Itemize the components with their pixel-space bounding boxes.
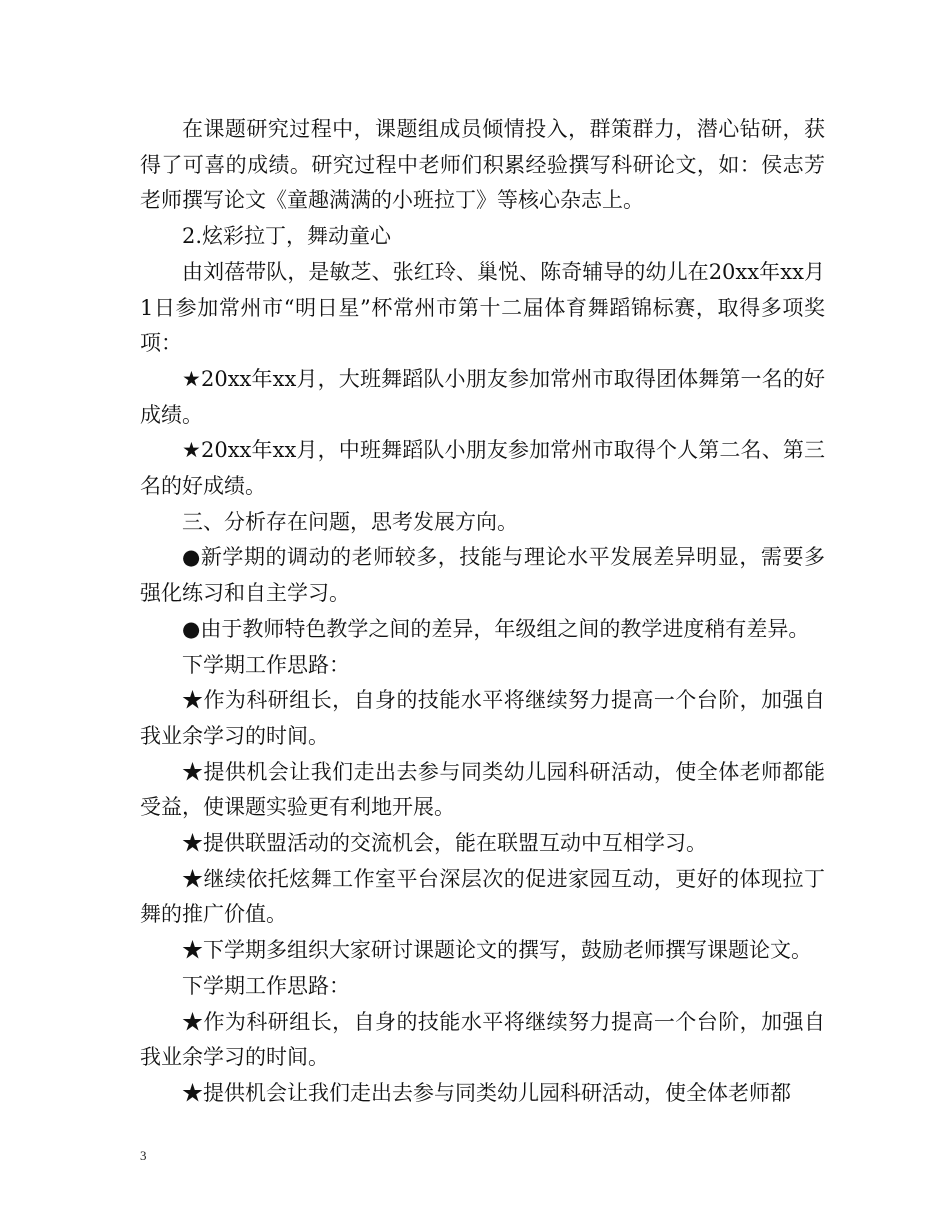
paragraph-heading-next-term-plan: 下学期工作思路： bbox=[182, 652, 350, 677]
paragraph-plan-alliance-exchange: ★提供联盟活动的交流机会，能在联盟互动中互相学习。 bbox=[182, 831, 707, 856]
paragraph-plan-skill-improvement: ★作为科研组长，自身的技能水平将继续努力提高一个台阶，加强自我业余学习的时间。 bbox=[140, 688, 825, 748]
paragraph-plan-studio-platform: ★继续依托炫舞工作室平台深层次的促进家园互动，更好的体现拉丁舞的推广价值。 bbox=[140, 866, 825, 927]
paragraph-problem-teaching-progress: ●由于教师特色教学之间的差异，年级组之间的教学进度稍有差异。 bbox=[182, 616, 810, 641]
paragraph-heading-problems: 三、分析存在问题，思考发展方向。 bbox=[182, 509, 518, 534]
paragraph-competition-intro: 由刘蓓带队，是敏芝、张红玲、巢悦、陈奇辅导的幼儿在20xx年xx月1日参加常州市“明日星”杯常州市第十二届体育舞蹈锦标赛，取得多项奖项： bbox=[140, 259, 825, 356]
paragraph-problem-new-teachers: ●新学期的调动的老师较多，技能与理论水平发展差异明显，需要多强化练习和自主学习。 bbox=[140, 545, 825, 606]
paragraph-plan-external-activities-repeat: ★提供机会让我们走出去参与同类幼儿园科研活动，使全体老师都 bbox=[182, 1080, 791, 1105]
paragraph-heading-latin-dance: 2.炫彩拉丁，舞动童心 bbox=[182, 224, 392, 249]
paragraph-award-middle-class: ★20xx年xx月，中班舞蹈队小朋友参加常州市取得个人第二名、第三名的好成绩。 bbox=[140, 438, 825, 499]
paragraph-plan-skill-improvement-repeat: ★作为科研组长，自身的技能水平将继续努力提高一个台阶，加强自我业余学习的时间。 bbox=[140, 1009, 825, 1070]
page-number: 3 bbox=[140, 1148, 147, 1163]
paragraph-plan-external-activities: ★提供机会让我们走出去参与同类幼儿园科研活动，使全体老师都能受益，使课题实验更有利地开展。 bbox=[140, 759, 825, 820]
paragraph-plan-paper-writing: ★下学期多组织大家研讨课题论文的撰写，鼓励老师撰写课题论文。 bbox=[182, 938, 812, 963]
paragraph-award-senior-class: ★20xx年xx月，大班舞蹈队小朋友参加常州市取得团体舞第一名的好成绩。 bbox=[140, 366, 825, 427]
paragraph-heading-next-term-plan-repeat: 下学期工作思路： bbox=[182, 973, 350, 998]
paragraph-research-results: 在课题研究过程中，课题组成员倾情投入，群策群力，潜心钻研，获得了可喜的成绩。研究过程中老师们积累经验撰写科研论文，如：侯志芳老师撰写论文《童趣满满的小班拉丁》等核心杂志上。 bbox=[140, 117, 825, 213]
document-body bbox=[140, 112, 825, 1112]
